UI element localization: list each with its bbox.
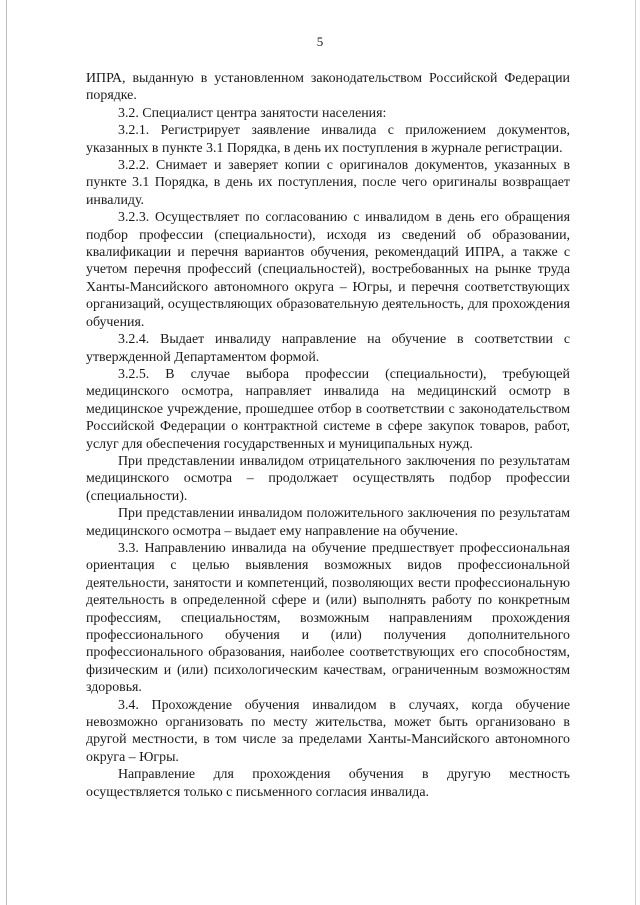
paragraph-negative-conclusion: При представлении инвалидом отрицательного заключения по результатам медицинского осмотра – продолжает осуществлять подбор профессии (специальности).: [86, 453, 570, 504]
paragraph-ipra-continuation: ИПРА, выданную в установленном законодательством Российской Федерации порядке.: [86, 71, 570, 104]
scan-edge-left: [6, 0, 7, 905]
paragraph-3-3: 3.3. Направлению инвалида на обучение предшествует профессиональная ориентация с целью выявления возможных видов профессиональной деятельности, занятости и компетенций, позволяющих вести профессиональную деятельность в определенной сфере и (или) выполнять работу по конкретным профессиям, специальностям, возможным направлениям прохождения профессионального обучения и (или) получения дополнительного профессионального образования, наиболее соответствующих его способностям, физическим и (или) психологическим качествам, ограниченным возможностям здоровья.: [86, 540, 570, 696]
paragraph-3-2-3: 3.2.3. Осуществляет по согласованию с инвалидом в день его обращения подбор профессии (специальности), исходя из сведений об образовании, квалификации и перечня вариантов обучения, рекомендаций ИПРА, а также с учетом перечня профессий (специальностей), востребованных на рынке труда Ханты-Мансийского автономного округа – Югры, и перечня соответствующих организаций, осуществляющих образовательную деятельность, для прохождения обучения.: [86, 210, 570, 330]
paragraph-3-2-2: 3.2.2. Снимает и заверяет копии с оригиналов документов, указанных в пункте 3.1 Порядка, в день их поступления, после чего оригиналы возвращает инвалиду.: [86, 158, 570, 208]
paragraph-3-2: 3.2. Специалист центра занятости населения:: [118, 105, 387, 121]
document-body: [86, 70, 570, 801]
paragraph-3-2-4: 3.2.4. Выдает инвалиду направление на обучение в соответствии с утвержденной Департаментом формой.: [86, 332, 570, 365]
paragraph-3-2-5: 3.2.5. В случае выбора профессии (специальности), требующей медицинского осмотра, направляет инвалида на медицинский осмотр в медицинское учреждение, прошедшее отбор в соответствии с законодательством Российской Федерации о контрактной системе в сфере закупок товаров, работ, услуг для обеспечения государственных и муниципальных нужд.: [86, 366, 570, 452]
scan-edge-right: [635, 0, 636, 905]
page-number: 5: [316, 34, 324, 49]
paragraph-3-2-1: 3.2.1. Регистрирует заявление инвалида с приложением документов, указанных в пункте 3.1 Порядка, в день их поступления в журнале регистрации.: [86, 123, 570, 156]
paragraph-consent: Направление для прохождения обучения в другую местность осуществляется только с письменного согласия инвалида.: [86, 767, 570, 800]
paragraph-3-4: 3.4. Прохождение обучения инвалидом в случаях, когда обучение невозможно организовать по месту жительства, может быть организовано в другой местности, в том числе за пределами Ханты-Мансийского автономного округа – Югры.: [86, 697, 570, 765]
paragraph-positive-conclusion: При представлении инвалидом положительного заключения по результатам медицинского осмотра – выдает ему направление на обучение.: [86, 506, 570, 539]
